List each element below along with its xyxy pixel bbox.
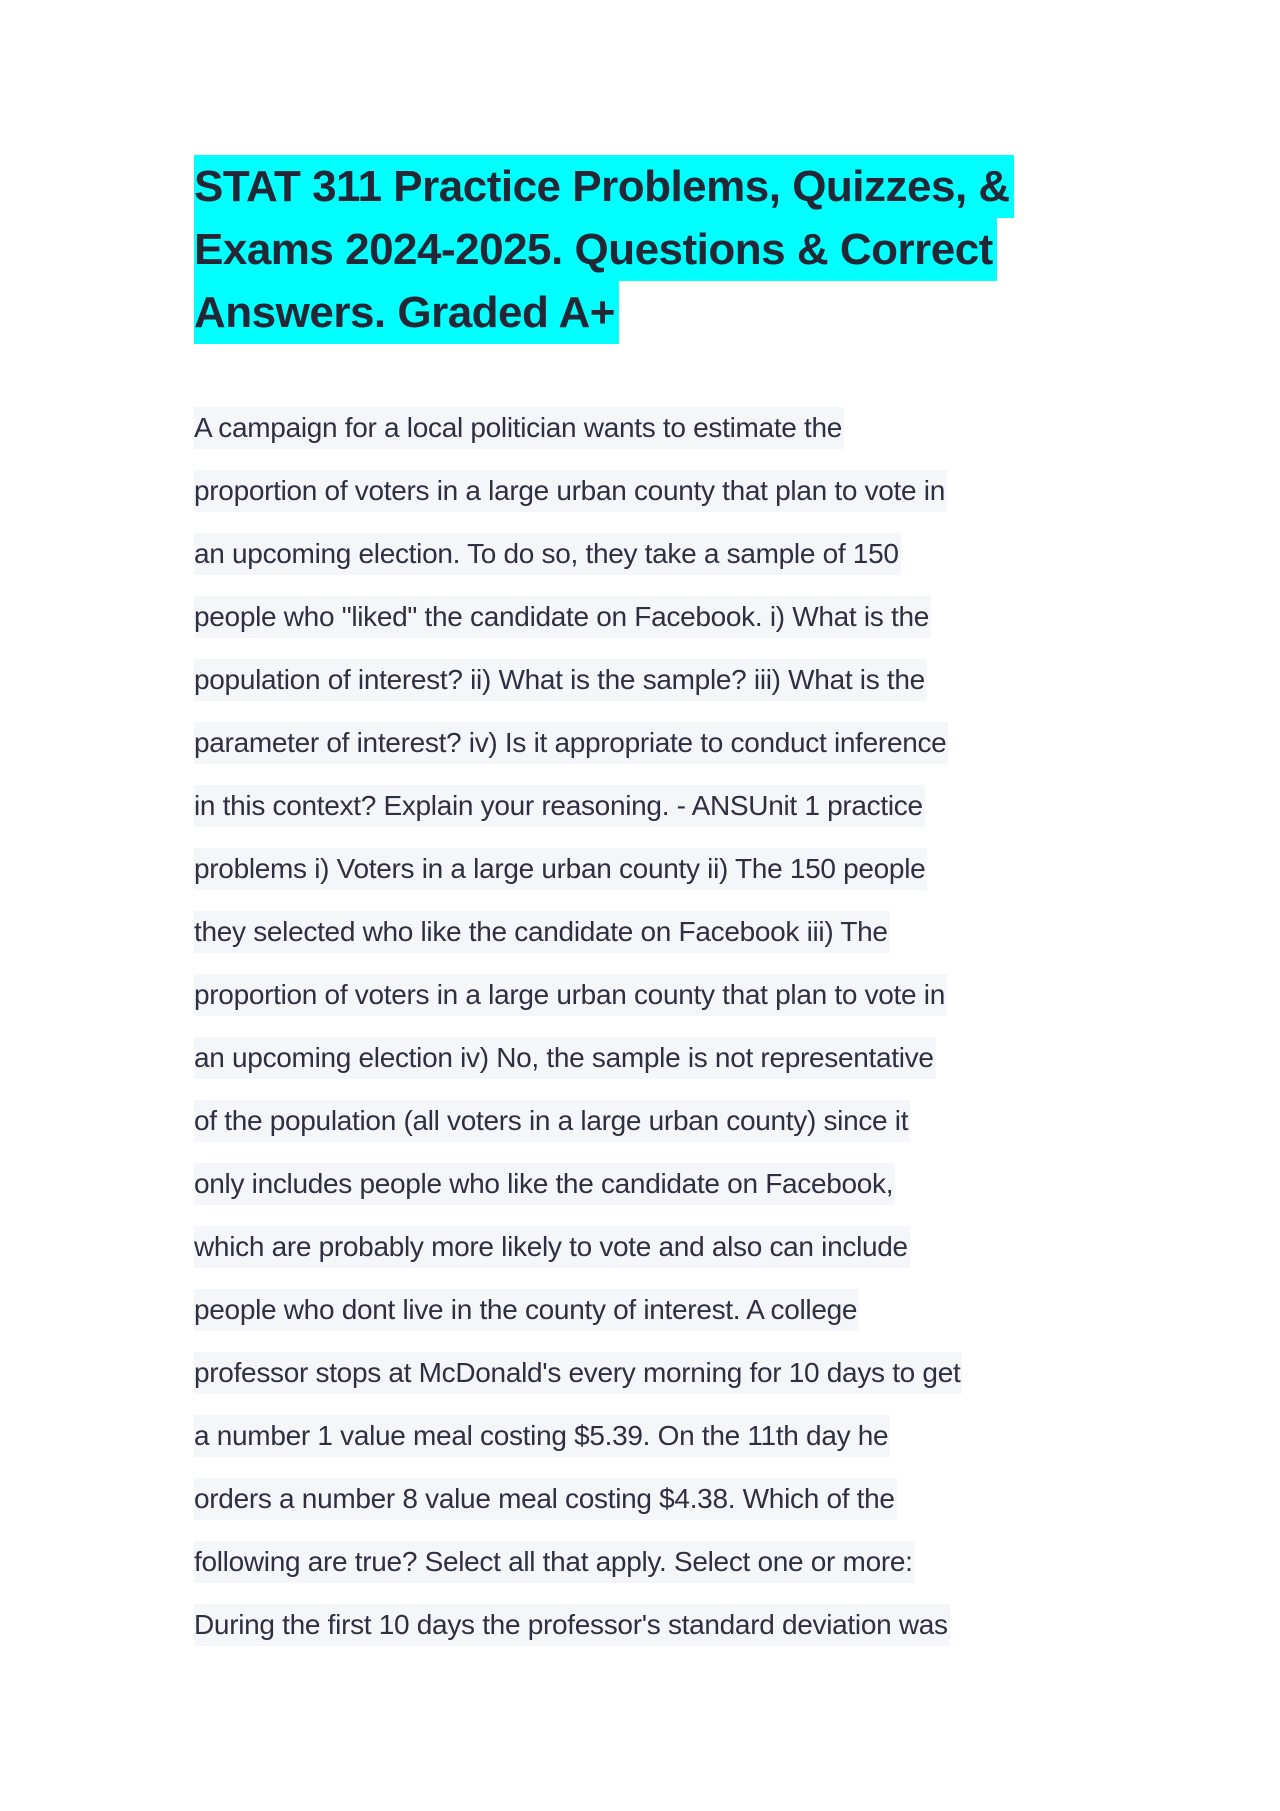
body-line-text: During the first 10 days the professor's standard deviation was	[194, 1604, 950, 1646]
body-line-text: of the population (all voters in a large urban county) since it	[194, 1100, 910, 1142]
body-line-text: people who dont live in the county of interest. A college	[194, 1289, 859, 1331]
body-line-text: orders a number 8 value meal costing $4.38. Which of the	[194, 1478, 897, 1520]
body-line	[194, 974, 1114, 1016]
body-line-text: problems i) Voters in a large urban county ii) The 150 people	[194, 848, 927, 890]
body-line-text: which are probably more likely to vote and also can include	[194, 1226, 910, 1268]
title-line: STAT 311 Practice Problems, Quizzes, &	[194, 155, 1014, 218]
body-line-text: proportion of voters in a large urban county that plan to vote in	[194, 470, 947, 512]
title-line: Exams 2024-2025. Questions & Correct	[194, 218, 997, 281]
body-line	[194, 1037, 1114, 1079]
body-line	[194, 785, 1114, 827]
body-line-text: in this context? Explain your reasoning. - ANSUnit 1 practice	[194, 785, 925, 827]
body-line-text: A campaign for a local politician wants to estimate the	[194, 407, 844, 449]
document-header	[194, 155, 1094, 344]
body-line-text: people who "liked" the candidate on Facebook. i) What is the	[194, 596, 931, 638]
body-line	[194, 911, 1114, 953]
body-line	[194, 1226, 1114, 1268]
body-line-text: only includes people who like the candidate on Facebook,	[194, 1163, 895, 1205]
body-line	[194, 596, 1114, 638]
body-line-text: a number 1 value meal costing $5.39. On the 11th day he	[194, 1415, 890, 1457]
body-line-text: following are true? Select all that apply. Select one or more:	[194, 1541, 915, 1583]
body-line	[194, 407, 1114, 449]
body-line	[194, 1604, 1114, 1646]
body-line	[194, 1541, 1114, 1583]
body-line-text: they selected who like the candidate on Facebook iii) The	[194, 911, 890, 953]
body-line-text: an upcoming election iv) No, the sample is not representative	[194, 1037, 936, 1079]
body-line	[194, 722, 1114, 764]
body-line	[194, 470, 1114, 512]
body-line	[194, 1415, 1114, 1457]
body-line	[194, 848, 1114, 890]
body-line-text: professor stops at McDonald's every morning for 10 days to get	[194, 1352, 962, 1394]
body-line	[194, 1163, 1114, 1205]
body-line	[194, 1352, 1114, 1394]
body-line-text: population of interest? ii) What is the sample? iii) What is the	[194, 659, 927, 701]
document-title	[194, 155, 1094, 344]
body-line	[194, 1289, 1114, 1331]
body-line-text: parameter of interest? iv) Is it appropriate to conduct inference	[194, 722, 948, 764]
document-body	[194, 407, 1114, 1667]
body-line-text: proportion of voters in a large urban county that plan to vote in	[194, 974, 947, 1016]
body-line-text: an upcoming election. To do so, they take a sample of 150	[194, 533, 901, 575]
body-line	[194, 659, 1114, 701]
body-line	[194, 1478, 1114, 1520]
title-line: Answers. Graded A+	[194, 281, 619, 344]
body-line	[194, 1100, 1114, 1142]
body-line	[194, 533, 1114, 575]
